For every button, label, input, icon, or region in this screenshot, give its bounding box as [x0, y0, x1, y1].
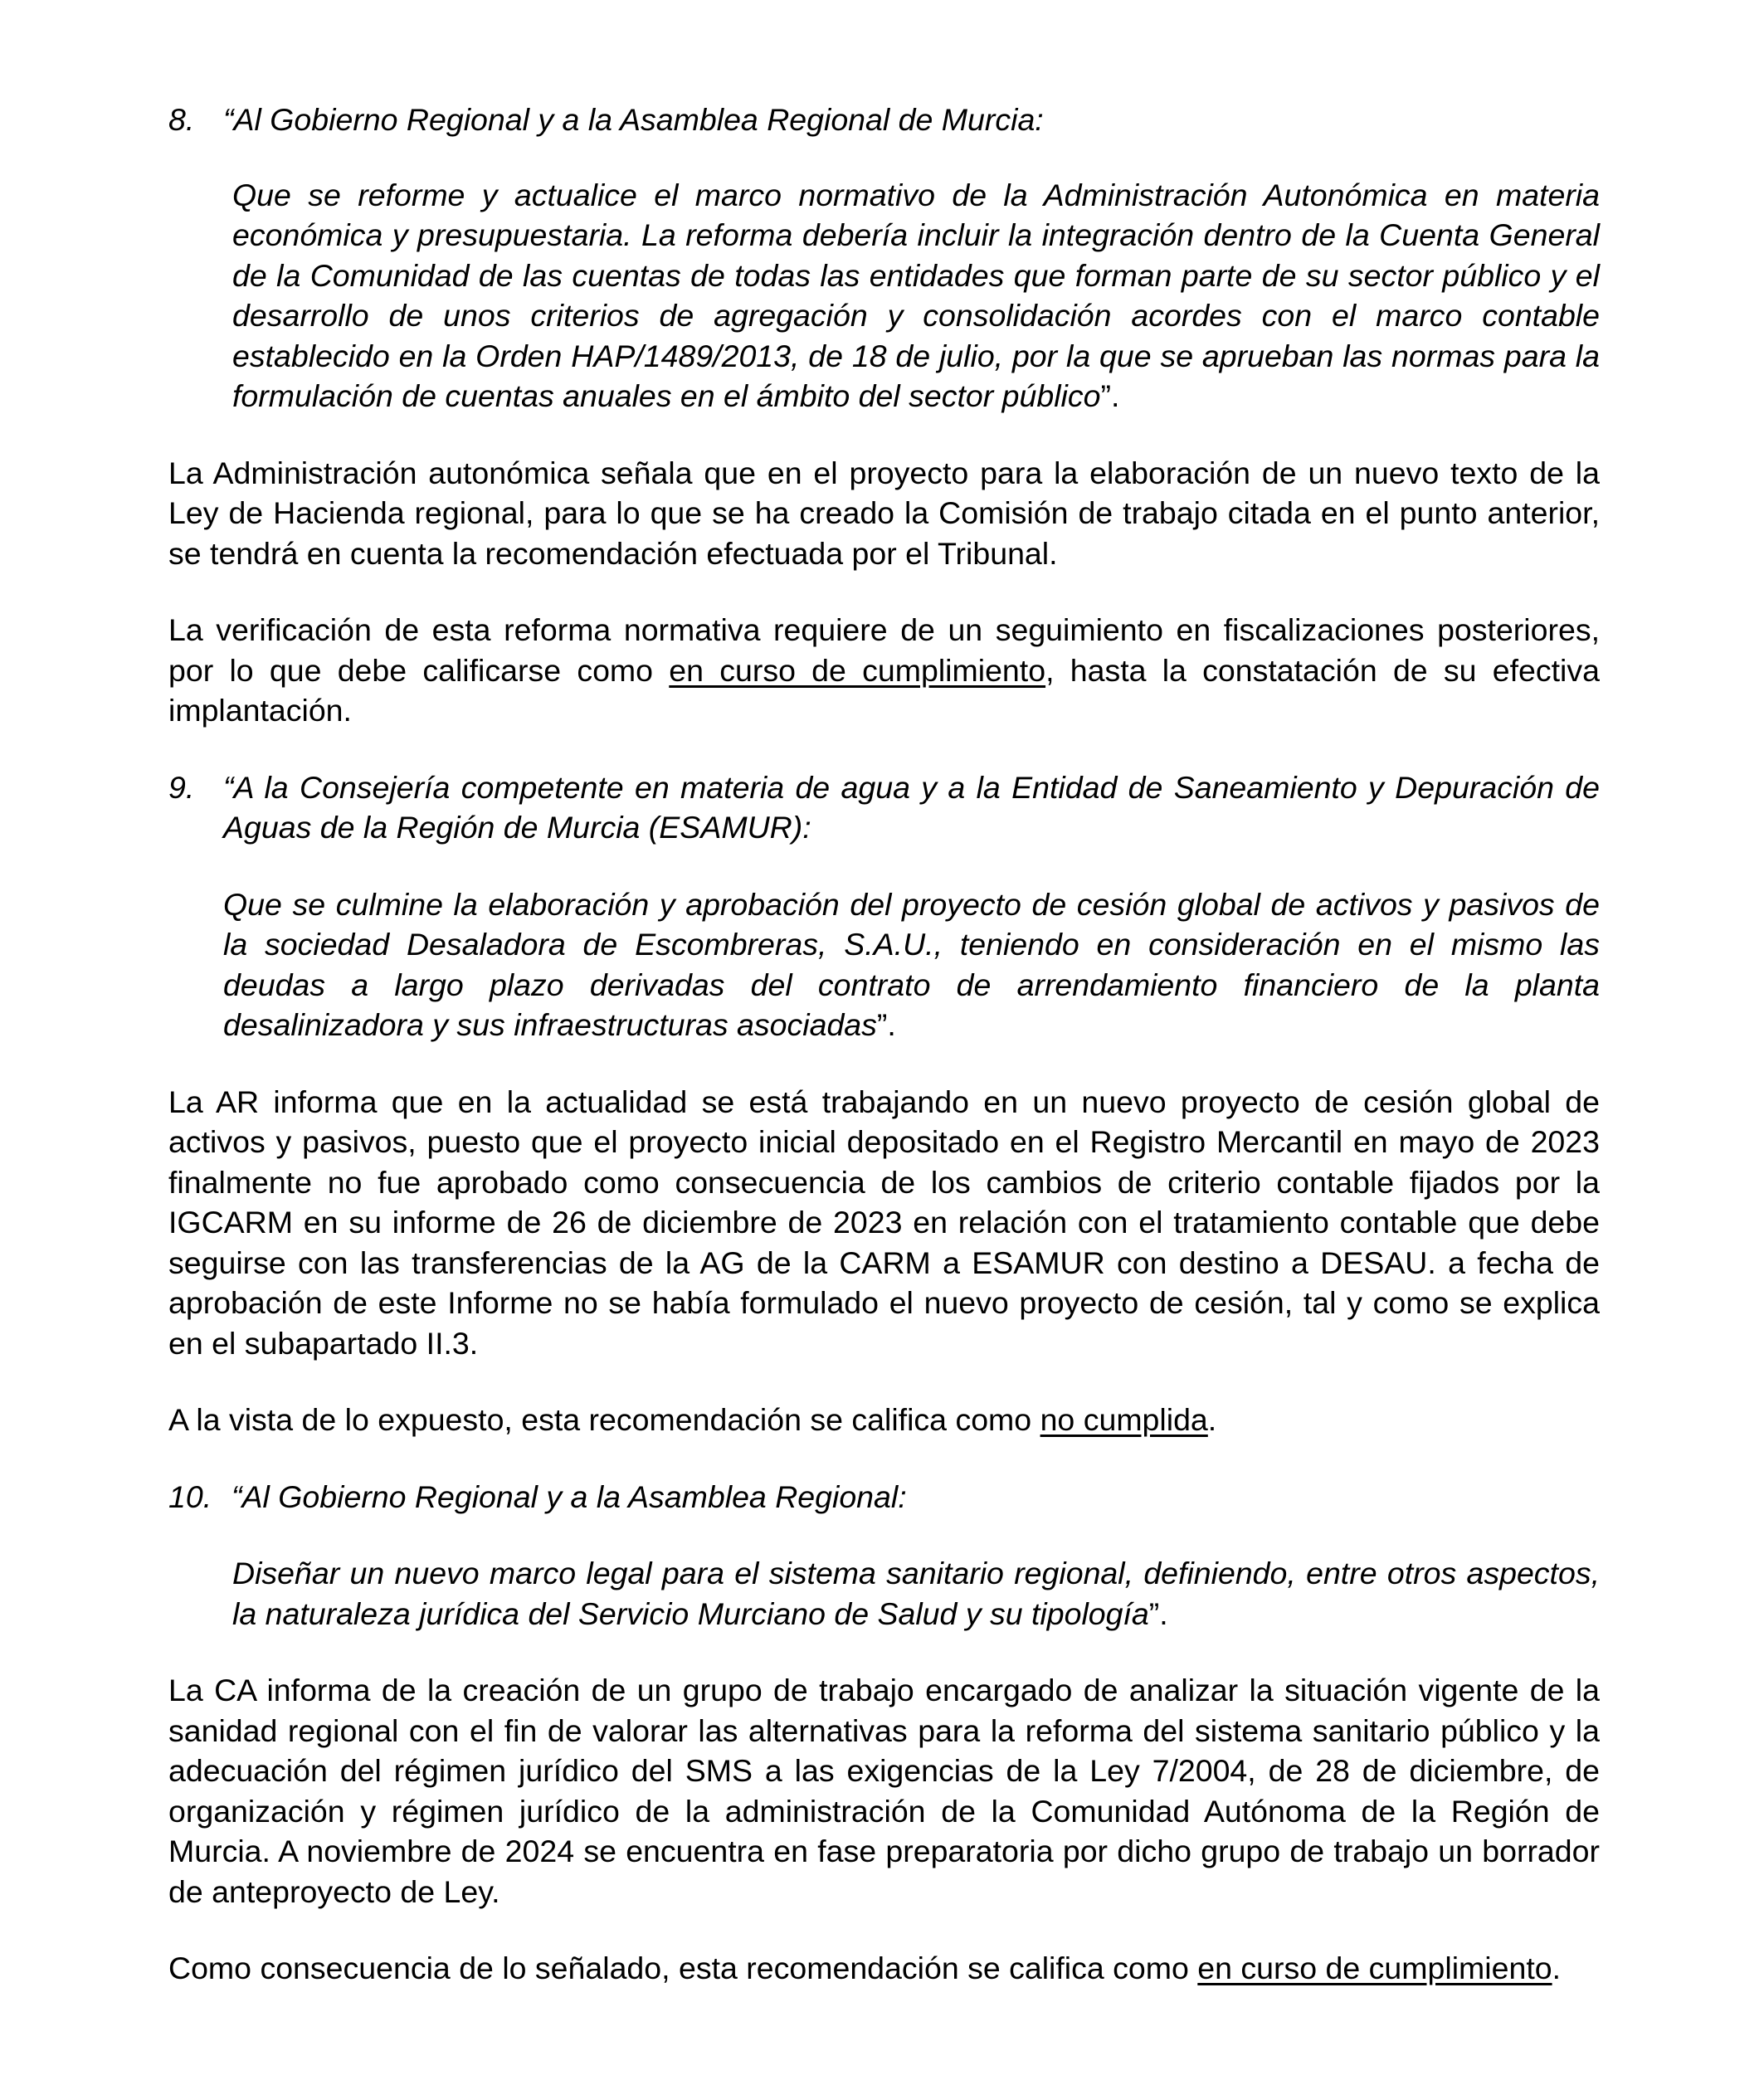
- recommendation-8-verdict: [168, 610, 1600, 731]
- recommendation-10-response: La CA informa de la creación de un grupo de trabajo encargado de analizar la situación vigente de la sanidad regional con el fin de valorar las alternativas para la reforma del sistema sanitario público y la adecuación del régimen jurídico del SMS a las exigencias de la Ley 7/2004, de 28 de diciembre, de organización y régimen jurídico de la administración de la Comunidad Autónoma de la Región de Murcia. A noviembre de 2024 se encuentra en fase preparatoria por dicho grupo de trabajo un borrador de anteproyecto de Ley.: [168, 1673, 1600, 1909]
- verdict-status: en curso de cumplimiento: [1197, 1951, 1552, 1985]
- recommendation-8-heading: [168, 100, 1600, 140]
- quote-text: Diseñar un nuevo marco legal para el sistema sanitario regional, definiendo, entre otros aspectos, la naturaleza jurídica del Servicio Murciano de Salud y su tipología: [232, 1556, 1600, 1631]
- quote-close: ”.: [1148, 1595, 1168, 1631]
- verdict-text-end: .: [1207, 1402, 1217, 1437]
- recommendation-number: 9.: [168, 769, 195, 805]
- verdict-status: en curso de cumplimiento: [669, 652, 1046, 688]
- recommendation-10-quote: [232, 1553, 1600, 1634]
- recommendation-addressee: “Al Gobierno Regional y a la Asamblea Regional de Murcia:: [223, 102, 1044, 137]
- recommendation-addressee: “Al Gobierno Regional y a la Asamblea Regional:: [231, 1478, 907, 1514]
- recommendation-number: 10.: [168, 1478, 212, 1514]
- recommendation-8-quote: [232, 175, 1600, 416]
- verdict-text: Como consecuencia de lo señalado, esta recomendación se califica como: [168, 1951, 1198, 1985]
- recommendation-addressee: “A la Consejería competente en materia de agua y a la Entidad de Saneamiento y Depuración de Aguas de la Región de Murcia (ESAMUR):: [223, 769, 1600, 845]
- quote-close: ”.: [876, 1007, 896, 1042]
- quote-text: Que se culmine la elaboración y aprobación del proyecto de cesión global de activos y pasivos de la sociedad Desaladora de Escombreras, S.A.U., teniendo en consideración en el mismo las deudas a largo plazo derivadas del contrato de arrendamiento financiero de la planta desalinizadora y sus infraestructuras asociadas: [223, 886, 1600, 1042]
- recommendation-9-quote: [223, 884, 1600, 1045]
- recommendation-number: 8.: [168, 102, 195, 137]
- recommendation-9-response: La AR informa que en la actualidad se está trabajando en un nuevo proyecto de cesión global de activos y pasivos, puesto que el proyecto inicial depositado en el Registro Mercantil en mayo de 2023 finalmente no fue aprobado como consecuencia de los cambios de criterio contable fijados por la IGCARM en su informe de 26 de diciembre de 2023 en relación con el tratamiento contable que debe seguirse con las transferencias de la AG de la CARM a ESAMUR con destino a DESAU. a fecha de aprobación de este Informe no se había formulado el nuevo proyecto de cesión, tal y como se explica en el subapartado II.3.: [168, 1084, 1600, 1361]
- recommendation-10-verdict: [168, 1948, 1600, 1989]
- verdict-text-end: , hasta la constatación de su efectiva implantación.: [168, 652, 1600, 728]
- verdict-text: La verificación de esta reforma normativa requiere de un seguimiento en fiscalizaciones posteriores, por lo que debe calificarse como: [168, 612, 1600, 688]
- recommendation-10-heading: [168, 1477, 1600, 1517]
- recommendation-8-response: La Administración autonómica señala que en el proyecto para la elaboración de un nuevo texto de la Ley de Hacienda regional, para lo que se ha creado la Comisión de trabajo citada en el punto anterior, se tendrá en cuenta la recomendación efectuada por el Tribunal.: [168, 455, 1600, 571]
- recommendation-9-heading: [168, 767, 1600, 848]
- verdict-text-end: .: [1552, 1951, 1562, 1985]
- verdict-text: A la vista de lo expuesto, esta recomendación se califica como: [168, 1402, 1040, 1437]
- document-page: [168, 100, 1600, 1989]
- verdict-status: no cumplida: [1040, 1402, 1208, 1437]
- quote-close: ”.: [1100, 378, 1120, 413]
- recommendation-9-verdict: [168, 1400, 1600, 1440]
- quote-text: Que se reforme y actualice el marco normativo de la Administración Autonómica en materia económica y presupuestaria. La reforma debería incluir la integración dentro de la Cuenta General de la Comunidad de las cuentas de todas las entidades que forman parte de su sector público y el desarrollo de unos criterios de agregación y consolidación acordes con el marco contable establecido en la Orden HAP/1489/2013, de 18 de julio, por la que se aprueban las normas para la formulación de cuentas anuales en el ámbito del sector público: [232, 177, 1600, 413]
